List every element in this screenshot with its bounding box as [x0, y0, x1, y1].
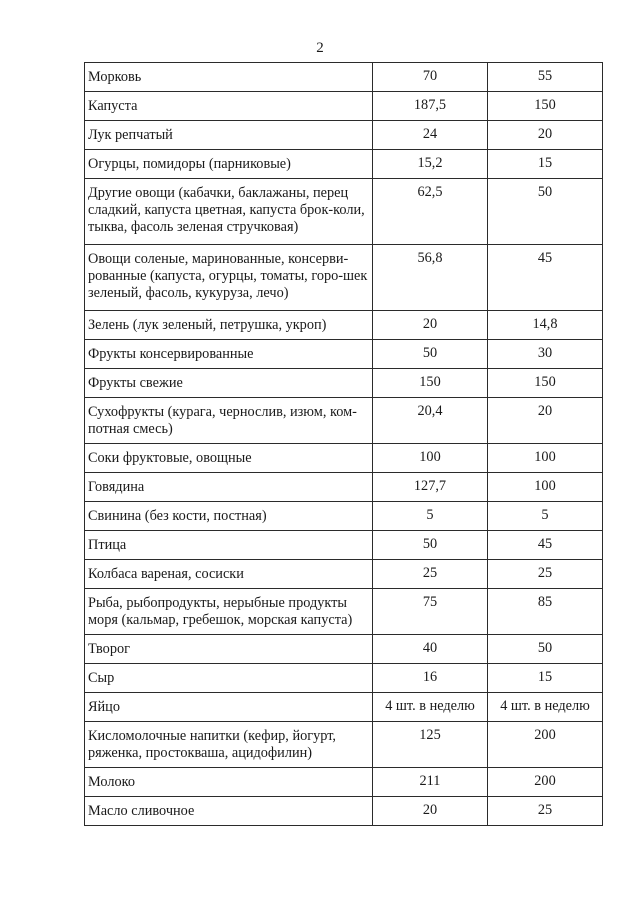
table-row — [85, 693, 603, 722]
value-col2-cell: 25 — [488, 797, 603, 826]
table-row — [85, 768, 603, 797]
product-name-cell: Сыр — [85, 664, 373, 693]
value-col2-cell: 45 — [488, 531, 603, 560]
value-col2-cell: 5 — [488, 502, 603, 531]
value-col1-cell: 5 — [373, 502, 488, 531]
value-col2-cell: 50 — [488, 635, 603, 664]
value-col1-cell: 20 — [373, 797, 488, 826]
value-col2-cell: 25 — [488, 560, 603, 589]
product-name-cell: Фрукты консервированные — [85, 340, 373, 369]
value-col2-cell: 50 — [488, 179, 603, 245]
table-row — [85, 340, 603, 369]
product-name-cell: Соки фруктовые, овощные — [85, 444, 373, 473]
page-number: 2 — [316, 40, 324, 56]
table-row — [85, 473, 603, 502]
value-col1-cell: 127,7 — [373, 473, 488, 502]
value-col2-cell: 30 — [488, 340, 603, 369]
value-col1-cell: 20,4 — [373, 398, 488, 444]
value-col2-cell: 15 — [488, 664, 603, 693]
table-row — [85, 179, 603, 245]
value-col2-cell: 150 — [488, 92, 603, 121]
table-row — [85, 150, 603, 179]
product-name-cell: Говядина — [85, 473, 373, 502]
food-norms-table — [84, 62, 603, 826]
table-row — [85, 664, 603, 693]
value-col2-cell: 85 — [488, 589, 603, 635]
table-row — [85, 444, 603, 473]
product-name-cell: Огурцы, помидоры (парниковые) — [85, 150, 373, 179]
product-name-cell: Колбаса вареная, сосиски — [85, 560, 373, 589]
value-col1-cell: 50 — [373, 340, 488, 369]
table-row — [85, 369, 603, 398]
value-col2-cell: 14,8 — [488, 311, 603, 340]
value-col1-cell: 50 — [373, 531, 488, 560]
value-col1-cell: 56,8 — [373, 245, 488, 311]
value-col2-cell: 150 — [488, 369, 603, 398]
table-row — [85, 560, 603, 589]
product-name-cell: Овощи соленые, маринованные, консерви-рованные (капуста, огурцы, томаты, горо-шек зеленый, фасоль, кукуруза, лечо) — [85, 245, 373, 311]
value-col2-cell: 20 — [488, 121, 603, 150]
value-col1-cell: 40 — [373, 635, 488, 664]
table-row — [85, 63, 603, 92]
value-col1-cell: 4 шт. в неделю — [373, 693, 488, 722]
product-name-cell: Другие овощи (кабачки, баклажаны, перец сладкий, капуста цветная, капуста брок-коли, тыква, фасоль зеленая стручковая) — [85, 179, 373, 245]
value-col2-cell: 100 — [488, 473, 603, 502]
value-col2-cell: 200 — [488, 768, 603, 797]
value-col2-cell: 100 — [488, 444, 603, 473]
product-name-cell: Капуста — [85, 92, 373, 121]
value-col1-cell: 20 — [373, 311, 488, 340]
table-row — [85, 589, 603, 635]
product-name-cell: Свинина (без кости, постная) — [85, 502, 373, 531]
table-row — [85, 502, 603, 531]
value-col2-cell: 200 — [488, 722, 603, 768]
product-name-cell: Яйцо — [85, 693, 373, 722]
product-name-cell: Морковь — [85, 63, 373, 92]
table-row — [85, 531, 603, 560]
value-col1-cell: 125 — [373, 722, 488, 768]
value-col1-cell: 70 — [373, 63, 488, 92]
value-col1-cell: 75 — [373, 589, 488, 635]
product-name-cell: Масло сливочное — [85, 797, 373, 826]
value-col2-cell: 15 — [488, 150, 603, 179]
value-col1-cell: 150 — [373, 369, 488, 398]
table-row — [85, 245, 603, 311]
value-col1-cell: 211 — [373, 768, 488, 797]
value-col2-cell: 20 — [488, 398, 603, 444]
value-col1-cell: 24 — [373, 121, 488, 150]
table-row — [85, 311, 603, 340]
table-row — [85, 121, 603, 150]
product-name-cell: Зелень (лук зеленый, петрушка, укроп) — [85, 311, 373, 340]
value-col1-cell: 25 — [373, 560, 488, 589]
value-col1-cell: 100 — [373, 444, 488, 473]
value-col1-cell: 15,2 — [373, 150, 488, 179]
product-name-cell: Птица — [85, 531, 373, 560]
product-name-cell: Кисломолочные напитки (кефир, йогурт, ряженка, простокваша, ацидофилин) — [85, 722, 373, 768]
value-col1-cell: 62,5 — [373, 179, 488, 245]
table-row — [85, 797, 603, 826]
value-col1-cell: 187,5 — [373, 92, 488, 121]
value-col2-cell: 55 — [488, 63, 603, 92]
product-name-cell: Творог — [85, 635, 373, 664]
table-row — [85, 722, 603, 768]
product-name-cell: Лук репчатый — [85, 121, 373, 150]
table-row — [85, 398, 603, 444]
product-name-cell: Фрукты свежие — [85, 369, 373, 398]
table-row — [85, 635, 603, 664]
table-row — [85, 92, 603, 121]
value-col2-cell: 4 шт. в неделю — [488, 693, 603, 722]
value-col2-cell: 45 — [488, 245, 603, 311]
product-name-cell: Молоко — [85, 768, 373, 797]
value-col1-cell: 16 — [373, 664, 488, 693]
product-name-cell: Рыба, рыбопродукты, нерыбные продукты моря (кальмар, гребешок, морская капуста) — [85, 589, 373, 635]
product-name-cell: Сухофрукты (курага, чернослив, изюм, ком-потная смесь) — [85, 398, 373, 444]
